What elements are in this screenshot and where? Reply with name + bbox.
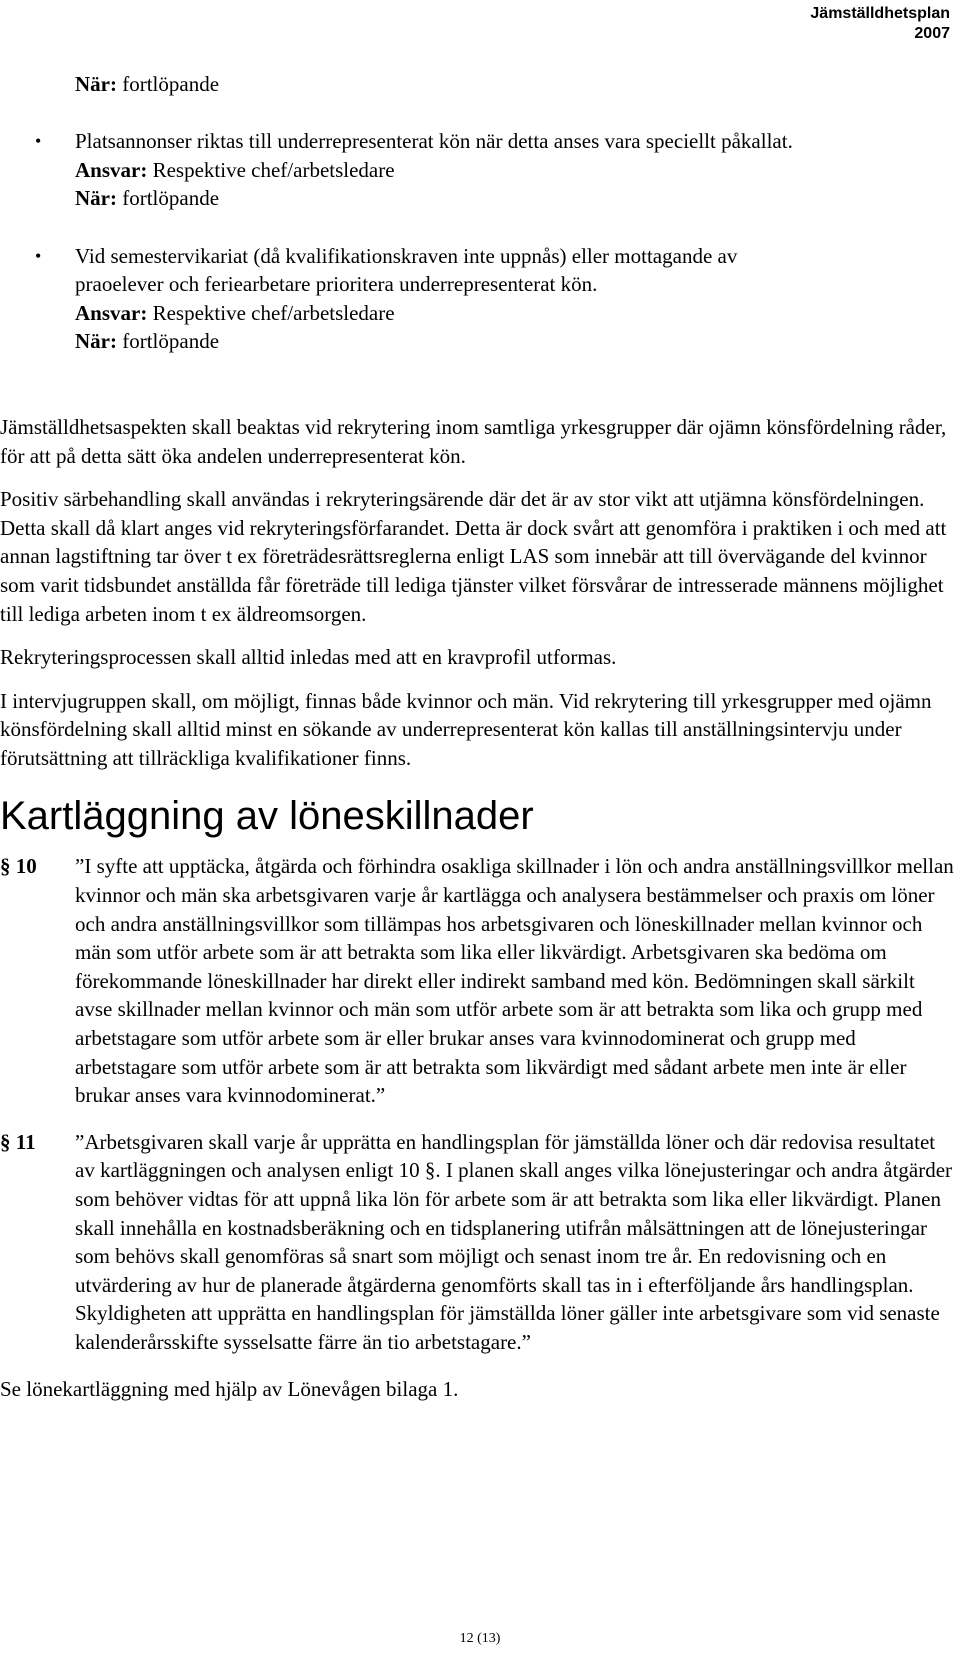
- body-paragraph: Jämställdhetsaspekten skall beaktas vid rekrytering inom samtliga yrkesgrupper där ojämn könsfördelning råder, för att på detta sätt öka andelen underrepresenterat kön.: [0, 414, 947, 468]
- nar-value: fortlöpande: [116, 329, 220, 354]
- paragraph-marker: § 11: [0, 1129, 36, 1154]
- nar-line: [75, 327, 955, 356]
- ansvar-line: [75, 156, 955, 185]
- law-paragraph-text: ”Arbetsgivaren skall varje år upprätta en handlingsplan för jämställda löner och där redovisa resultatet av kartläggningen och analysen enligt 10 §. I planen skall anges vilka lönejusteringar och andra åtgärder som behöver vidtas för att uppnå lika lön för arbete som är att betrakta som lika eller likvärdigt. Planen skall innehålla en kostnadsberäkning och en tidsplanering utifrån målsättningen att de lönejusteringar som behövs skall genomföras så snart som möjligt och senast inom tre år. En redovisning och en utvärdering av hur de planerade åtgärderna genomförts skall tas in i efterföljande års handlingsplan. Skyldigheten att upprätta en handlingsplan för jämställda löner gäller inte arbetsgivare som vid senaste kalenderårsskifte sysselsatte färre än tio arbetstagare.”: [75, 1129, 953, 1354]
- body-paragraph: I intervjugruppen skall, om möjligt, finnas både kvinnor och män. Vid rekrytering till yrkesgrupper med ojämn könsfördelning skall alltid minst en sökande av underrepresenterat kön kallas till anställningsintervju under förutsättning att tillräckliga kvalifikationer finns.: [0, 688, 932, 770]
- footer-note: Se lönekartläggning med hjälp av Lönevågen bilaga 1.: [0, 1376, 459, 1401]
- nar-label: När:: [75, 72, 117, 96]
- ansvar-label: Ansvar:: [75, 157, 148, 182]
- nar-label: När:: [75, 186, 117, 211]
- law-paragraph: [0, 1128, 955, 1357]
- header-year: 2007: [914, 25, 950, 42]
- nar-value: fortlöpande: [116, 72, 220, 96]
- running-header: [650, 4, 950, 44]
- nar-line: [0, 70, 955, 99]
- page-number: 12 (13): [459, 1631, 501, 1646]
- list-item: [0, 127, 955, 213]
- list-item-text-line-2: praoelever och feriearbetare prioritera underrepresenterat kön.: [75, 272, 598, 297]
- body-paragraph: Rekryteringsprocessen skall alltid inledas med att en kravprofil utformas.: [0, 645, 617, 670]
- section-heading: Kartläggning av löneskillnader: [0, 794, 534, 839]
- bullet-glyph: •: [35, 131, 42, 152]
- ansvar-value: Respektive chef/arbetsledare: [147, 157, 395, 182]
- nar-line: [75, 184, 955, 213]
- document-content: [0, 70, 955, 1403]
- nar-value: fortlöpande: [116, 186, 220, 211]
- nar-label: När:: [75, 329, 117, 354]
- header-title: Jämställdhetsplan: [810, 5, 950, 22]
- ansvar-line: [75, 299, 955, 328]
- law-paragraph: [0, 852, 955, 1109]
- ansvar-label: Ansvar:: [75, 300, 148, 325]
- list-item-text: Platsannonser riktas till underrepresenterat kön när detta anses vara speciellt påkallat.: [75, 129, 793, 154]
- list-item: [0, 242, 955, 356]
- law-paragraph-text: ”I syfte att upptäcka, åtgärda och förhindra osakliga skillnader i lön och andra anställningsvillkor mellan kvinnor och män ska arbetsgivaren varje år kartlägga och analysera bestämmelser och praxis om löner och andra anställningsvillkor som tillämpas hos arbetsgivaren och löneskillnader mellan kvinnor och män som utför arbete som är att betrakta som lika eller likvärdigt. Arbetsgivaren ska bedöma om förekommande löneskillnader har direkt eller indirekt samband med kön. Bedömningen skall särkilt avse skillnader mellan kvinnor och män som utför arbete som är att betrakta som lika och grupp med arbetstagare som utför arbete som är eller brukar anses vara kvinnodominerat och grupp med arbetstagare som utför arbete som är att betrakta som likvärdigt med sådant arbete men inte är eller brukar anses vara kvinnodominerat.”: [75, 854, 954, 1108]
- body-paragraph: Positiv särbehandling skall användas i rekryteringsärende där det är av stor vikt att utjämna könsfördelningen. Detta skall då klart anges vid rekryteringsförfarandet. Detta är dock svårt att genomföra i praktiken i och med att annan lagstiftning tar över t ex företrädesrättsreglerna enligt LAS som innebär att till övervägande del kvinnor som varit tidsbundet anställda får företräde till lediga tjänster vilket försvårar de intresserade männens möjlighet till lediga arbeten inom t ex äldreomsorgen.: [0, 487, 947, 626]
- list-item-text-line-1: Vid semestervikariat (då kvalifikationskraven inte uppnås) eller mottagande av: [75, 243, 738, 268]
- ansvar-value: Respektive chef/arbetsledare: [147, 300, 395, 325]
- paragraph-marker: § 10: [0, 854, 37, 879]
- bullet-glyph: •: [35, 245, 42, 266]
